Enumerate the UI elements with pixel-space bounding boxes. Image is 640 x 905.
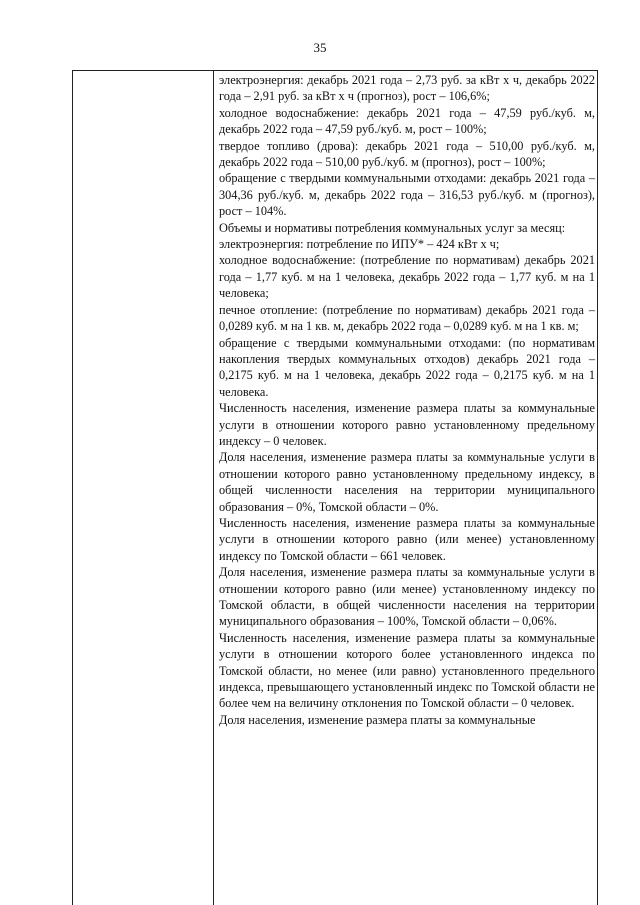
paragraph-waste-volume: обращение с твердыми коммунальными отходами: (по нормативам накопления твердых коммунальных отходов) декабрь 2021 года – 0,2175 куб. м на 1 человека, декабрь 2022 года – 0,2175 куб. м на 1 человека. [219,335,595,399]
paragraph-share-regional-index: Доля населения, изменение размера платы за коммунальные услуги в отношении которого равно (или менее) установленному индексу по Томской области, в общей численности населения на территории муниципального образования – 100%, Томской области – 0,06%. [219,565,595,629]
paragraph-electricity-tariff: электроэнергия: декабрь 2021 года – 2,73 руб. за кВт х ч, декабрь 2022 года – 2,91 руб. за кВт х ч (прогноз), рост – 106,6%; [219,73,595,104]
paragraph-waste-tariff: обращение с твердыми коммунальными отходами: декабрь 2021 года – 304,36 руб./куб. м, декабрь 2022 года – 316,53 руб./куб. м (прогноз), рост – 104%. [219,171,595,219]
paragraph-cold-water-tariff: холодное водоснабжение: декабрь 2021 года – 47,59 руб./куб. м, декабрь 2022 года – 47,59 руб./куб. м, рост – 100%; [219,105,595,137]
paragraph-volumes-heading: Объемы и нормативы потребления коммунальных услуг за месяц: [219,220,566,235]
paragraph-share-continued: Доля населения, изменение размера платы за коммунальные [219,712,536,727]
paragraph-share-limit-index: Доля населения, изменение размера платы за коммунальные услуги в отношении которого равно установленному предельному индексу, в общей численности населения на территории муниципального образования – 0%, Томской области – 0%. [219,450,595,514]
paragraph-population-regional-index: Численность населения, изменение размера платы за коммунальные услуги в отношении которого равно (или менее) установленному индексу по Томской области – 661 человек. [219,515,595,563]
table-right-cell [219,72,595,728]
page-number: 35 [313,40,327,55]
document-table [72,70,598,905]
paragraph-population-above-index: Численность населения, изменение размера платы за коммунальные услуги в отношении которого более установленного индекса по Томской области, но менее (или равно) установленного предельного индекса, превышающего установленный индекс по Томской области не более чем на величину отклонения по Томской области – 0 человек. [219,630,595,711]
paragraph-population-limit-index: Численность населения, изменение размера платы за коммунальные услуги в отношении которого равно установленному предельному индексу – 0 человек. [219,401,595,448]
table-left-cell [73,71,214,905]
paragraph-electricity-volume: электроэнергия: потребление по ИПУ* – 424 кВт х ч; [219,237,500,252]
paragraph-cold-water-volume: холодное водоснабжение: (потребление по нормативам) декабрь 2021 года – 1,77 куб. м на 1 человека, декабрь 2022 года – 1,77 куб. м на 1 человека; [219,253,595,301]
paragraph-stove-heating-volume: печное отопление: (потребление по нормативам) декабрь 2021 года – 0,0289 куб. м на 1 кв. м, декабрь 2022 года – 0,0289 куб. м на 1 кв. м; [219,302,595,334]
paragraph-solid-fuel-tariff: твердое топливо (дрова): декабрь 2021 года – 510,00 руб./куб. м, декабрь 2022 года – 510,00 руб./куб. м (прогноз), рост – 100%; [219,138,595,170]
